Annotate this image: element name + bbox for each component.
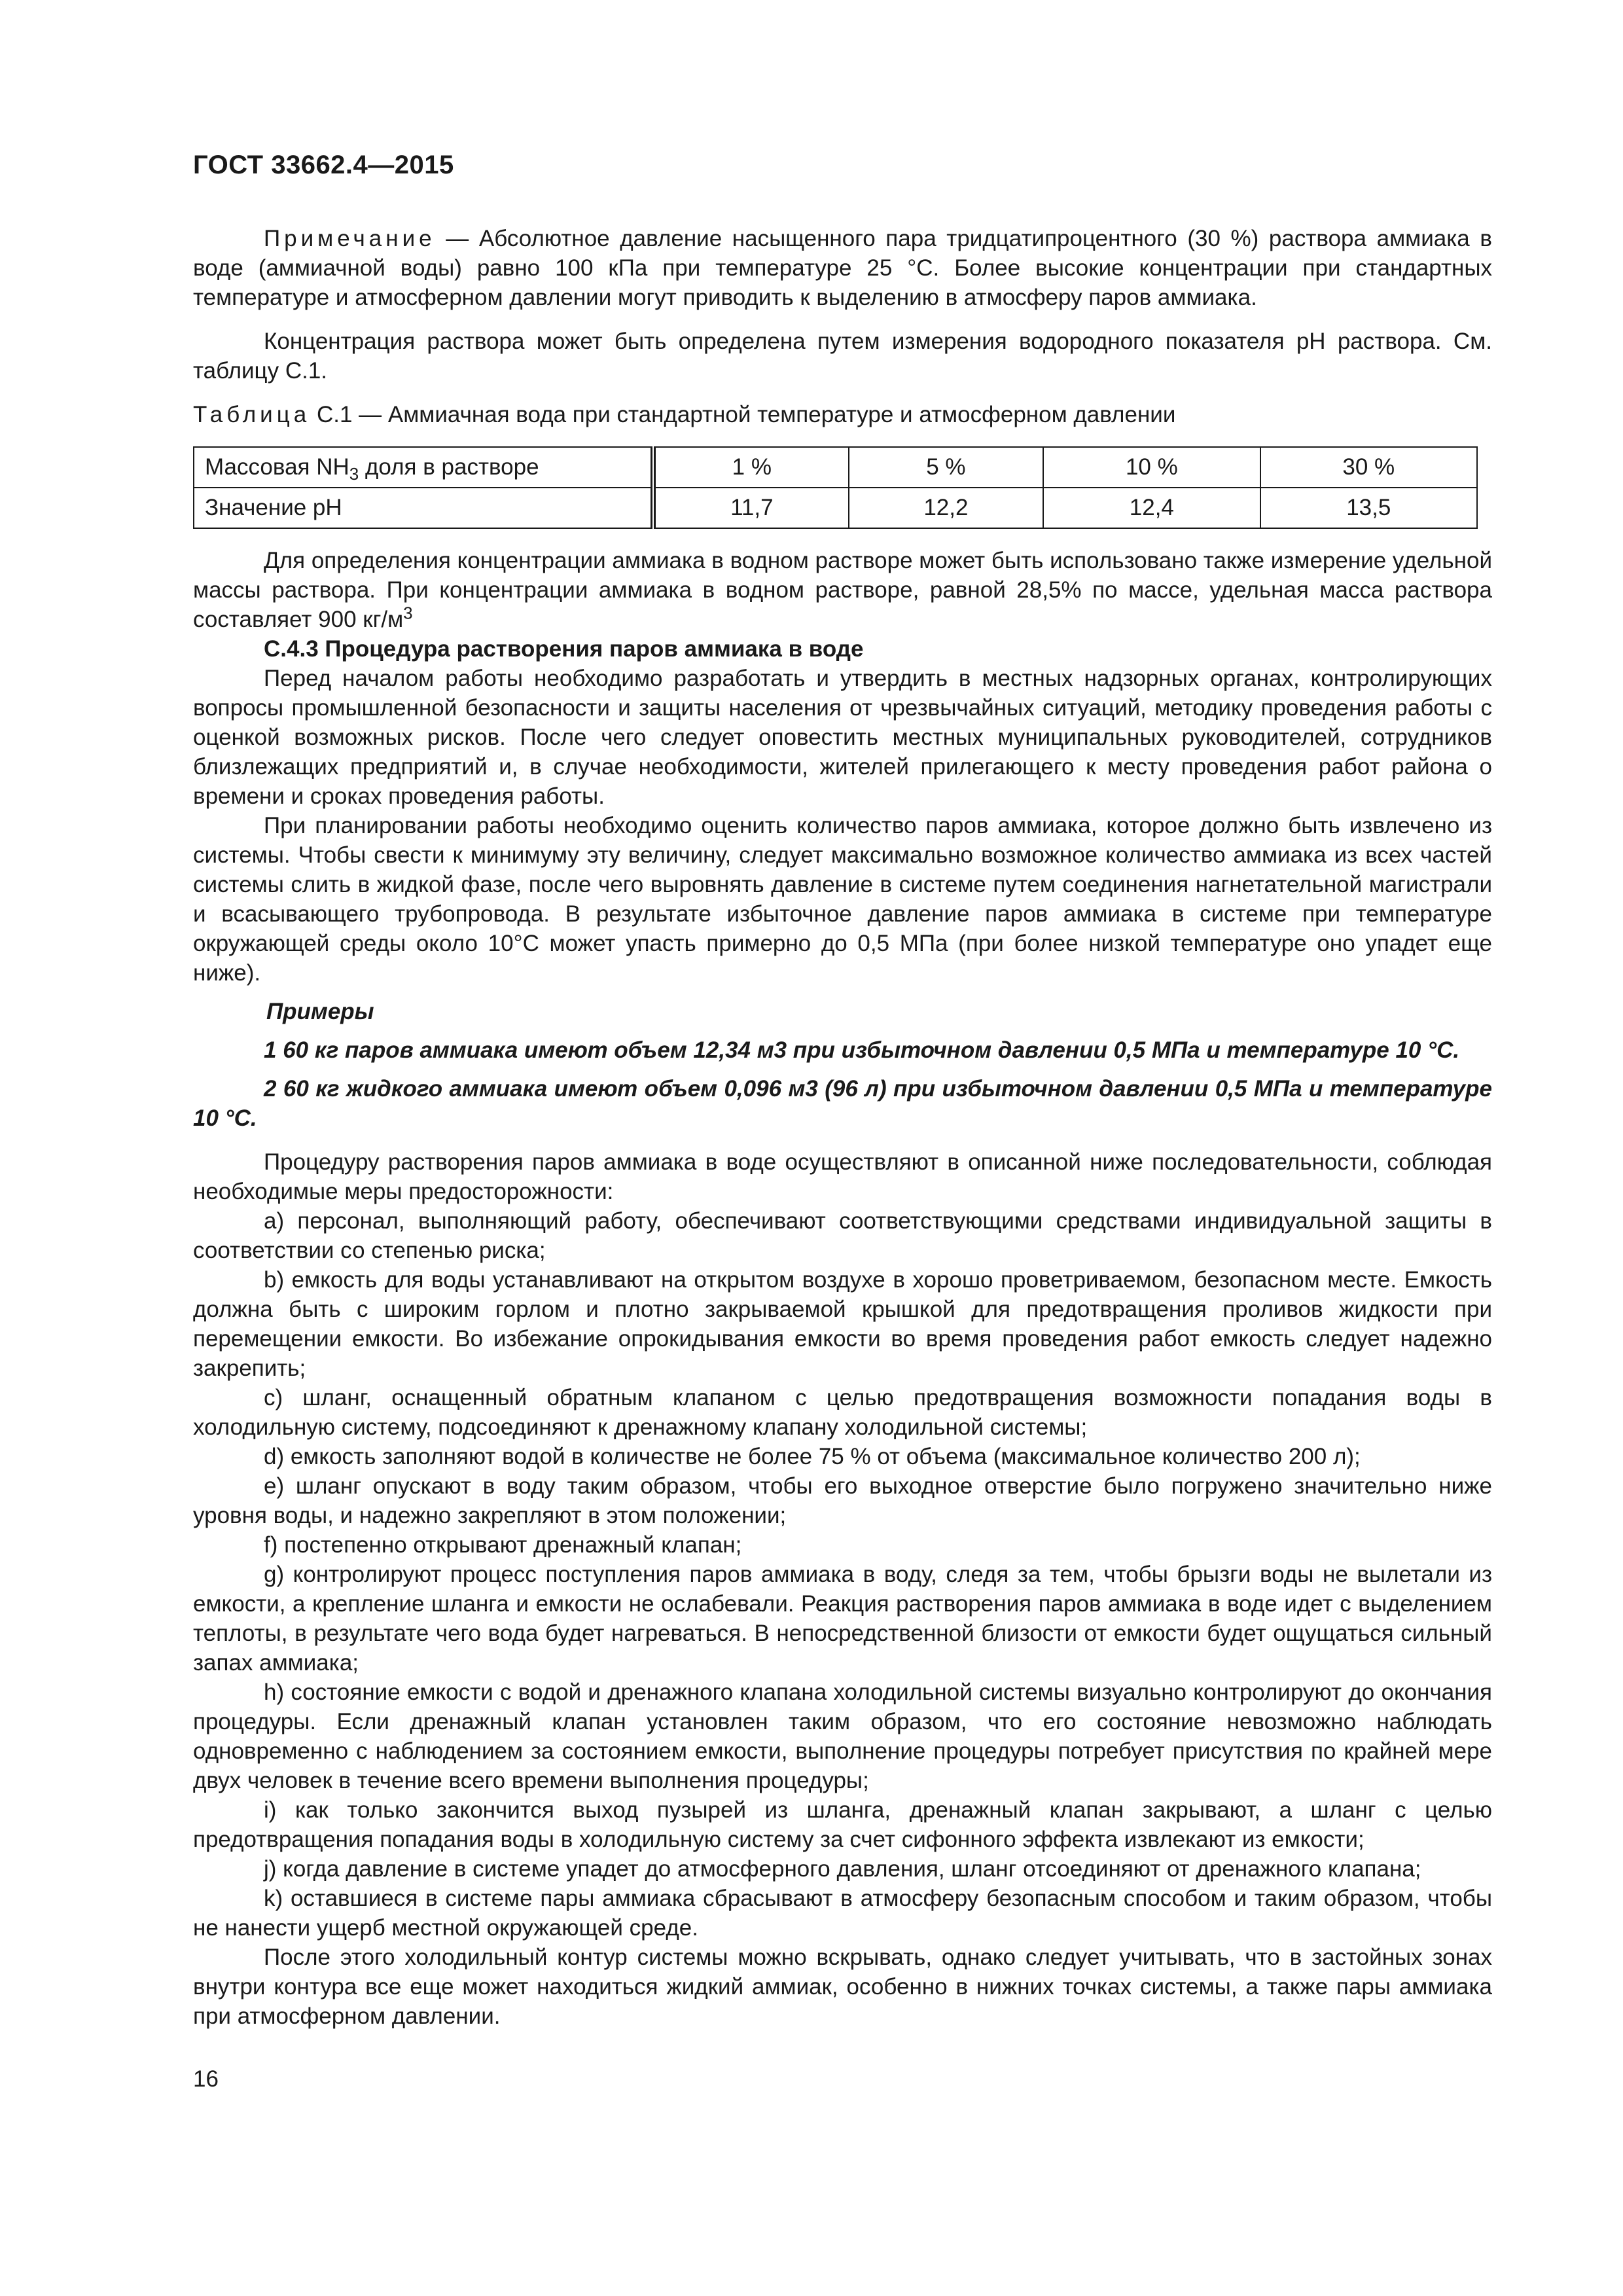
list-item: c) шланг, оснащенный обратным клапаном с целью предотвращения возможности попадания воды в холодильную систему, подсоединяют к дренажному клапану холодильной системы; <box>193 1385 1492 1440</box>
list-item: a) персонал, выполняющий работу, обеспечивают соответствующими средствами индивидуальной защиты в соответствии со степенью риска; <box>193 1208 1492 1263</box>
table-cell: 1 % <box>653 447 849 488</box>
list-item: g) контролируют процесс поступления паров аммиака в воду, следя за тем, чтобы брызги воды не вылетали из емкости, а крепление шланга и емкости не ослабевали. Реакция растворения паров аммиака в воде идет с выделением теплоты, в результате чего вода будет нагреваться. В непосредственной близости от емкости будет ощущаться сильный запах аммиака; <box>193 1562 1492 1676</box>
document-header: ГОСТ 33662.4—2015 <box>193 151 454 179</box>
list-item: e) шланг опускают в воду таким образом, чтобы его выходное отверстие было погружено значительно ниже уровня воды, и надежно закрепляют в этом положении; <box>193 1473 1492 1528</box>
list-item: b) емкость для воды устанавливают на открытом воздухе в хорошо проветриваемом, безопасном месте. Емкость должна быть с широким горлом и плотно закрываемой крышкой для предотвращения проливов жидкости при перемещении емкости. Во избежание опрокидывания емкости во время проведения работ емкость следует надежно закрепить; <box>193 1267 1492 1381</box>
table-cell: 5 % <box>849 447 1043 488</box>
table-row <box>194 447 1477 488</box>
list-item: f) постепенно открывают дренажный клапан; <box>264 1532 742 1558</box>
table-cell: 12,4 <box>1043 488 1260 528</box>
list-item: i) как только закончится выход пузырей из шланга, дренажный клапан закрывают, а шланг с целью предотвращения попадания воды в холодильную систему за счет сифонного эффекта извлекают из емкости; <box>193 1797 1492 1852</box>
table-caption <box>193 400 1492 429</box>
row-header-ph: Значение рН <box>194 488 653 528</box>
list-item: j) когда давление в системе упадет до атмосферного давления, шланг отсоединяют от дренажного клапана; <box>264 1856 1421 1882</box>
example-1: 1 60 кг паров аммиака имеют объем 12,34 м3 при избыточном давлении 0,5 МПа и температуре 10 °С. <box>264 1037 1460 1063</box>
table-cell: 10 % <box>1043 447 1260 488</box>
planning-paragraph: При планировании работы необходимо оценить количество паров аммиака, которое должно быть извлечено из системы. Чтобы свести к минимуму эту величину, следует максимально возможное количество аммиака из всех частей системы слить в жидкой фазе, после чего выровнять давление в системе путем соединения нагнетательной магистрали и всасывающего трубопровода. В результате избыточное давление паров аммиака в системе при температуре окружающей среды около 10°С может упасть примерно до 0,5 МПа (при более низкой температуре оно упадет еще ниже). <box>193 813 1492 986</box>
table-cell: 13,5 <box>1260 488 1477 528</box>
table-cell: 12,2 <box>849 488 1043 528</box>
table-caption-label: Таблица <box>193 402 311 427</box>
density-paragraph: Для определения концентрации аммиака в водном растворе может быть использовано также измерение удельной массы раствора. При концентрации аммиака в водном растворе, равной 28,5% по массе, удельная масса раствора составляет 900 $кг/м^3$ <box>193 548 1492 632</box>
table-cell: 11,7 <box>653 488 849 528</box>
before-start-paragraph: Перед началом работы необходимо разработать и утвердить в местных надзорных органах, контролирующих вопросы промышленной безопасности и защиты населения от чрезвычайных ситуаций, методику проведения работы с оценкой возможных рисков. После чего следует оповестить местных муниципальных руководителей, сотрудников близлежащих предприятий и, в случае необходимости, жителей прилегающего к месту проведения работ района о времени и сроках проведения работы. <box>193 666 1492 809</box>
note-paragraph <box>193 224 1492 312</box>
page-number: 16 <box>193 2066 219 2092</box>
row-header-mass-fraction: Массовая $NH_3$ доля в растворе <box>194 447 653 488</box>
example-2: 2 60 кг жидкого аммиака имеют объем 0,096 м3 (96 л) при избыточном давлении 0,5 МПа и температуре 10 °С. <box>193 1076 1492 1131</box>
examples-title: Примеры <box>266 999 374 1024</box>
document-body <box>193 224 1492 2031</box>
table-row <box>194 488 1477 528</box>
after-paragraph: После этого холодильный контур системы можно вскрывать, однако следует учитывать, что в застойных зонах внутри контура все еще может находиться жидкий аммиак, особенно в нижних точках системы, а также пары аммиака при атмосферном давлении. <box>193 1945 1492 2029</box>
ammonia-table <box>193 446 1478 529</box>
list-item: k) оставшиеся в системе пары аммиака сбрасывают в атмосферу безопасным способом и таким образом, чтобы не нанести ущерб местной окружающей среде. <box>193 1886 1492 1941</box>
procedure-paragraph: Процедуру растворения паров аммиака в воде осуществляют в описанной ниже последовательности, соблюдая необходимые меры предосторожности: <box>193 1149 1492 1204</box>
list-item: d) емкость заполняют водой в количестве не более 75 % от объема (максимальное количество 200 л); <box>264 1444 1361 1469</box>
table-cell: 30 % <box>1260 447 1477 488</box>
list-item: h) состояние емкости с водой и дренажного клапана холодильной системы визуально контролируют до окончания процедуры. Если дренажный клапан установлен таким образом, что его состояние невозможно наблюдать одновременно с наблюдением за состоянием емкости, выполнение процедуры потребует присутствия по крайней мере двух человек в течение всего времени выполнения процедуры; <box>193 1679 1492 1793</box>
table-caption-text: С.1 — Аммиачная вода при стандартной температуре и атмосферном давлении <box>310 402 1176 427</box>
note-text: — Абсолютное давление насыщенного пара тридцатипроцентного (30 %) раствора аммиака в воде (аммиачной воды) равно 100 кПа при температуре 25 °С. Более высокие концентрации при стандартных температуре и атмосферном давлении могут приводить к выделению в атмосферу паров аммиака. <box>193 226 1492 310</box>
concentration-paragraph: Концентрация раствора может быть определена путем измерения водородного показателя рН раствора. См. таблицу С.1. <box>193 329 1492 384</box>
note-label: Примечание <box>264 226 436 251</box>
section-heading: С.4.3 Процедура растворения паров аммиака в воде <box>264 636 864 662</box>
